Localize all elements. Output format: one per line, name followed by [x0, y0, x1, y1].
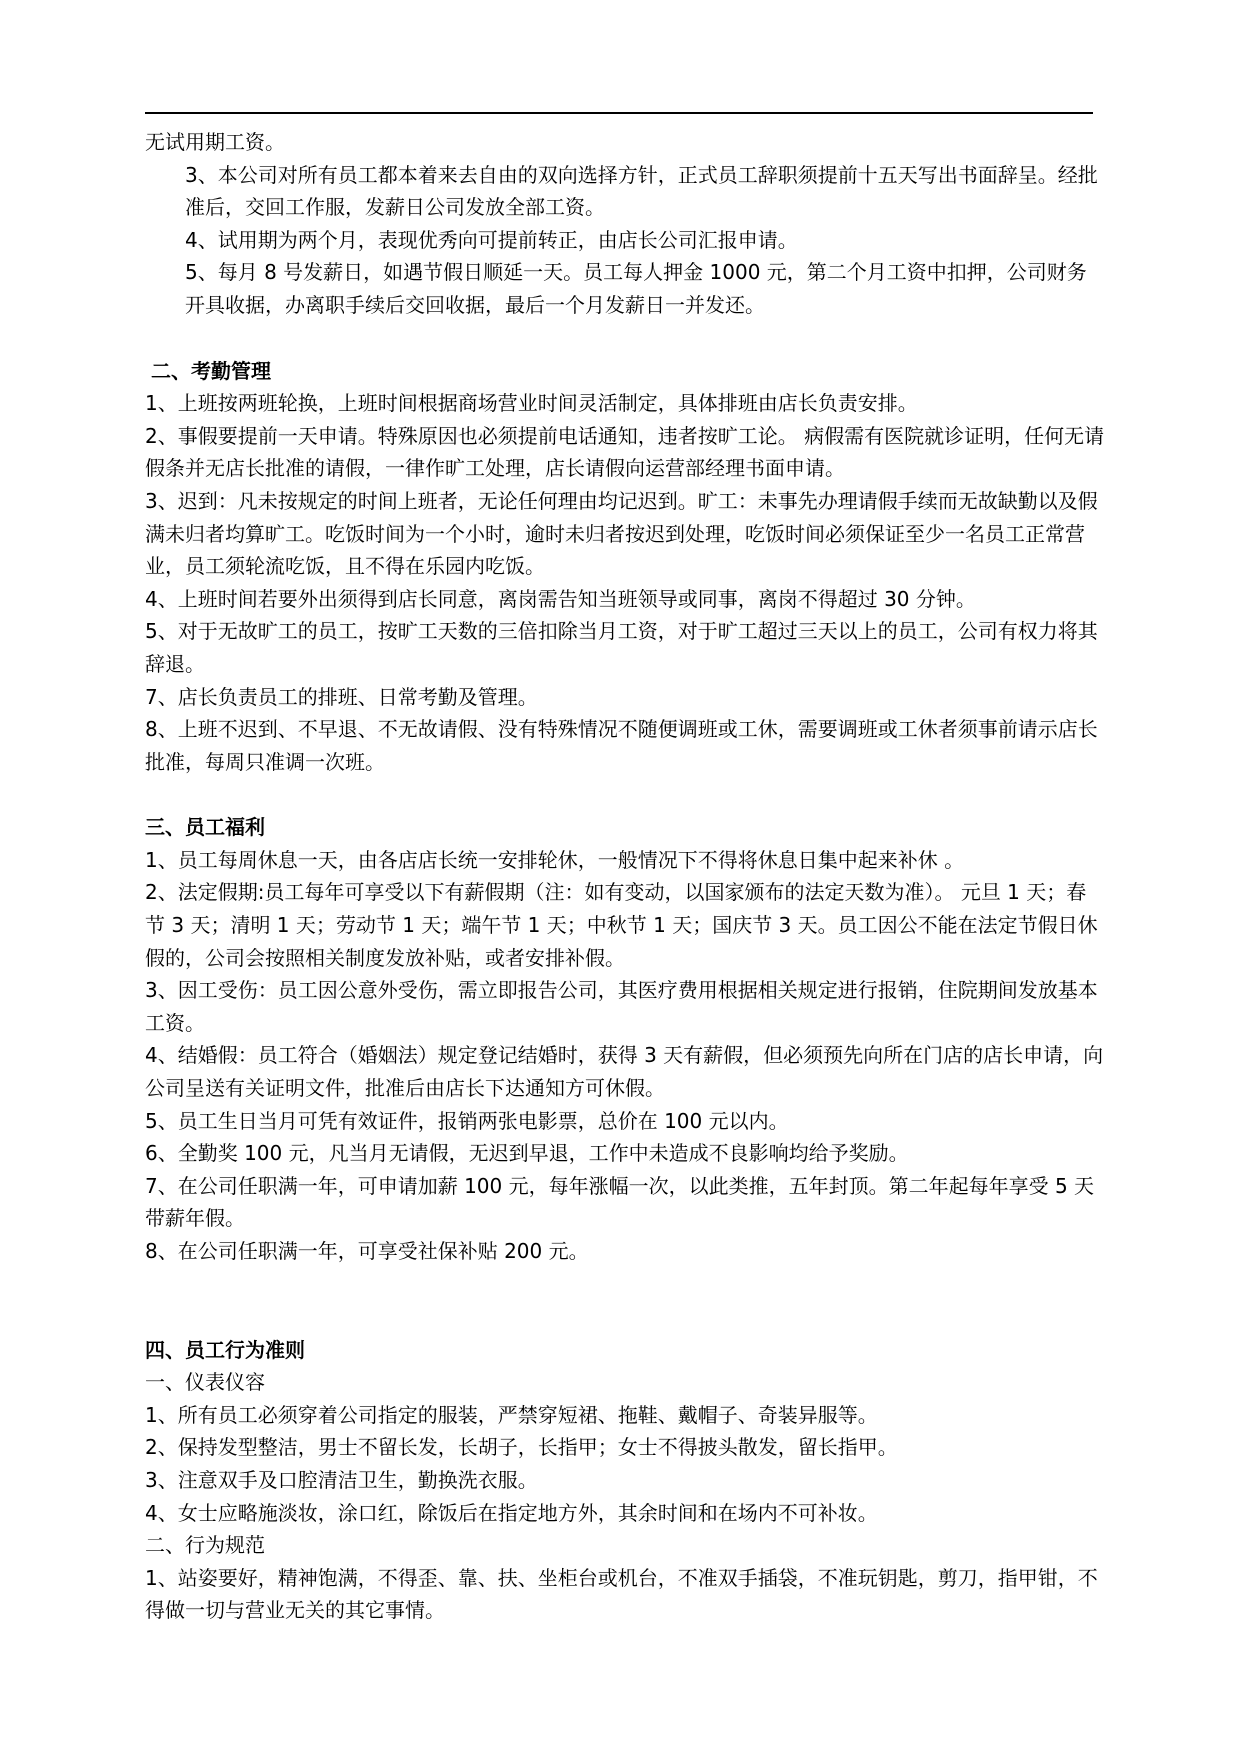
document-body [145, 126, 1105, 1627]
list-item: 3、注意双手及口腔清洁卫生，勤换洗衣服。 [145, 1467, 538, 1492]
spacer [145, 778, 1105, 811]
list-item: 7、在公司任职满一年，可申请加薪 100 元，每年涨幅一次，以此类推，五年封顶。第二年起每年享受 5 天带薪年假。 [145, 1173, 1095, 1231]
header-rule [145, 112, 1093, 114]
subsection-heading-behavior: 二、行为规范 [145, 1533, 265, 1558]
list-item: 4、女士应略施淡妆，涂口红，除饭后在指定地方外，其余时间和在场内不可补妆。 [145, 1500, 878, 1525]
list-item: 1、上班按两班轮换，上班时间根据商场营业时间灵活制定，具体排班由店长负责安排。 [145, 391, 918, 416]
section-heading-attendance: 二、考勤管理 [151, 358, 271, 383]
paragraph: 无试用期工资。 [145, 130, 285, 154]
list-item: 7、店长负责员工的排班、日常考勤及管理。 [145, 684, 538, 709]
list-item: 2、保持发型整洁，男士不留长发，长胡子，长指甲；女士不得披头散发，留长指甲。 [145, 1435, 898, 1460]
paragraph: 5、每月 8 号发薪日，如遇节假日顺延一天。员工每人押金 1000 元，第二个月工资中扣押，公司财务开具收据，办离职手续后交回收据，最后一个月发薪日一并发还。 [185, 260, 1087, 317]
list-item: 5、对于无故旷工的员工，按旷工天数的三倍扣除当月工资，对于旷工超过三天以上的员工，公司有权力将其辞退。 [145, 619, 1098, 676]
subsection-heading-appearance: 一、仪表仪容 [145, 1370, 265, 1395]
list-item: 4、上班时间若要外出须得到店长同意，离岗需告知当班领导或同事，离岗不得超过 30 分钟。 [145, 586, 976, 611]
list-item: 6、全勤奖 100 元，凡当月无请假，无迟到早退，工作中未造成不良影响均给予奖励。 [145, 1141, 909, 1166]
list-item: 3、迟到：凡未按规定的时间上班者，无论任何理由均记迟到。旷工：未事先办理请假手续而无故缺勤以及假满未归者均算旷工。吃饭时间为一个小时，逾时未归者按迟到处理，吃饭时间必须保证至少一名员工正常营业，员工须轮流吃饭，且不得在乐园内吃饭。 [145, 488, 1098, 579]
list-item: 1、站姿要好，精神饱满，不得歪、靠、扶、坐柜台或机台，不准双手插袋，不准玩钥匙，剪刀，指甲钳，不得做一切与营业无关的其它事情。 [145, 1565, 1098, 1623]
list-item: 4、结婚假：员工符合（婚姻法）规定登记结婚时，获得 3 天有薪假，但必须预先向所在门店的店长申请，向公司呈送有关证明文件，批准后由店长下达通知方可休假。 [145, 1043, 1104, 1101]
list-item: 8、在公司任职满一年，可享受社保补贴 200 元。 [145, 1239, 589, 1263]
list-item: 8、上班不迟到、不早退、不无故请假、没有特殊情况不随便调班或工休，需要调班或工休者须事前请示店长批准，每周只准调一次班。 [145, 717, 1098, 774]
list-item: 1、所有员工必须穿着公司指定的服装，严禁穿短裙、拖鞋、戴帽子、奇装异服等。 [145, 1402, 878, 1427]
section-heading-conduct: 四、员工行为准则 [145, 1337, 305, 1362]
spacer [145, 1268, 1105, 1334]
paragraph: 3、本公司对所有员工都本着来去自由的双向选择方针，正式员工辞职须提前十五天写出书面辞呈。经批准后，交回工作服，发薪日公司发放全部工资。 [185, 162, 1098, 220]
list-item: 5、员工生日当月可凭有效证件，报销两张电影票，总价在 100 元以内。 [145, 1108, 789, 1133]
paragraph: 4、试用期为两个月，表现优秀向可提前转正，由店长公司汇报申请。 [185, 227, 798, 252]
section-heading-benefits: 三、员工福利 [145, 815, 265, 840]
list-item: 1、员工每周休息一天，由各店店长统一安排轮休，一般情况下不得将休息日集中起来补休 。 [145, 847, 965, 872]
spacer [145, 322, 1105, 355]
list-item: 2、事假要提前一天申请。特殊原因也必须提前电话通知，违者按旷工论。 病假需有医院就诊证明，任何无请假条并无店长批准的请假，一律作旷工处理，店长请假向运营部经理书面申请。 [145, 423, 1105, 481]
list-item: 2、法定假期:员工每年可享受以下有薪假期（注：如有变动，以国家颁布的法定天数为准）。 元旦 1 天；春节 3 天；清明 1 天；劳动节 1 天；端午节 1 天；中秋节 1 天；国庆节 3 天。员工因公不能在法定节假日休假的，公司会按照相关制度发放补贴，或者安排补假。 [145, 880, 1098, 970]
list-item: 3、因工受伤：员工因公意外受伤，需立即报告公司，其医疗费用根据相关规定进行报销，住院期间发放基本工资。 [145, 978, 1098, 1035]
